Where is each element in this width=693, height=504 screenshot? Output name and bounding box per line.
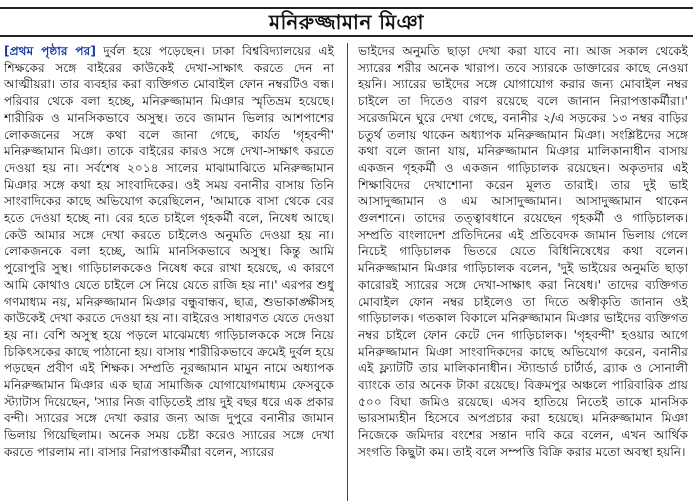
continued-from-label: [প্রথম পৃষ্ঠার পর] [4,44,96,58]
column-divider [347,43,348,501]
headline-top-rule [0,7,693,9]
right-column-body: ভাইদের অনুমতি ছাড়া দেখা করা যাবে না। আজ সকাল থেকেই স্যারের শরীর অনেক খারাপ। তবে স্যারকে ডাক্তারের কাছে নেওয়া হয়নি। স্যারের ভাইদের সঙ্গে যোগাযোগ করার জন্য মোবাইল নম্বর চাইলে তা দিতেও বারণ রয়েছে বলে জানান নিরাপত্তাকর্মীরা।' সরেজমিনে ঘুরে দেখা গেছে, বনানীর ২/এ সড়কের ১৩ নম্বর বাড়ির চতুর্থ তলায় থাকেন অধ্যাপক মনিরুজ্জামান মিঞা। সংশ্লিষ্টদের সঙ্গে কথা বলে জানা যায়, মনিরুজ্জামান মিঞার মালিকানাধীন বাসায় একজন গৃহকর্মী ও একজন গাড়িচালক রয়েছেন। অকৃতদার এই শিক্ষাবিদের দেখাশোনা করেন মূলত তারাই। তার দুই ভাই আসাদুজ্জামান ও এম আসাদুজ্জামান। আসাদুজ্জামান থাকেন গুলশানে। তাদের তত্ত্বাবধানে রয়েছেন গৃহকর্মী ও গাড়িচালক। সম্প্রতি বাংলাদেশ প্রতিদিনের এই প্রতিবেদক জামান ভিলায় গেলে নিচেই গাড়িচালক ভিতরে যেতে বিধিনিষেধের কথা বলেন। মনিরুজ্জামান মিঞার গাড়িচালক বলেন, 'দুই ভাইয়ের অনুমতি ছাড়া কারোরই স্যারের সঙ্গে দেখা-সাক্ষাৎ করা নিষেধ।' তাদের ব্যক্তিগত মোবাইল ফোন নম্বর চাইলেও তা দিতে অস্বীকৃতি জানান ওই গাড়িচালক। গতকাল বিকালে মনিরুজ্জামান মিঞার ভাইদের ব্যক্তিগত নম্বর চাইলে ফোন কেটে দেন গাড়িচালক। 'গৃহবন্দী' হওয়ার আগে মনিরুজ্জামান মিঞা সাংবাদিকদের কাছে অভিযোগ করেন, বনানীর এই ফ্ল্যাটটি তার মালিকানাধীন। স্ট্যান্ডার্ড চার্টার্ড, ব্র্যাক ও সোনালী ব্যাংকে তার অনেক টাকা রয়েছে। বিক্রমপুর অঞ্চলে পারিবারিক প্রায় ৫০০ বিঘা জমিও রয়েছে। এসব হাতিয়ে নিতেই তাকে মানসিক ভারসাম্যহীন হিসেবে অপপ্রচার করা হয়েছে। মনিরুজ্জামান মিঞা নিজেকে জমিদার বংশের সন্তান দাবি করে বলেন, এখন আর্থিক সংগতি কিছুটা কম। তাই বলে সম্পত্তি বিক্রি করার মতো অবস্থা হয়নি। [358,44,688,459]
left-column-body: দুর্বল হয়ে পড়েছেন। ঢাকা বিশ্ববিদ্যালয়ের এই শিক্ষকের সঙ্গে বাইরের কাউকেই দেখা-সাক্ষাৎ করতে দেন না আত্মীয়রা। তার ব্যবহার করা ব্যক্তিগত মোবাইল ফোন নম্বরটিও বন্ধ। পরিবার থেকে বলা হচ্ছে, মনিরুজ্জামান মিঞার স্মৃতিভ্রম হয়েছে। শারীরিক ও মানসিকভাবে অসুস্থ। তবে জামান ভিলার আশপাশের লোকজনের সঙ্গে কথা বলে জানা গেছে, কার্যত 'গৃহবন্দী' মনিরুজ্জামান মিঞা। তাকে বাইরের কারও সঙ্গে দেখা-সাক্ষাৎ করতে দেওয়া হয় না। সর্বশেষ ২০১৪ সালের মাঝামাঝিতে মনিরুজ্জামান মিঞার সঙ্গে কথা হয় সাংবাদিকের। ওই সময় বনানীর বাসায় তিনি সাংবাদিকের কাছে অভিযোগ করেছিলেন, 'আমাকে বাসা থেকে বের হতে দেওয়া হচ্ছে না। বের হতে চাইলে গৃহকর্মী বলে, নিষেধ আছে। কেউ আমার সঙ্গে দেখা করতে চাইলেও অনুমতি দেওয়া হয় না। লোকজনকে বলা হচ্ছে, আমি মানসিকভাবে অসুস্থ। কিন্তু আমি পুরোপুরি সুস্থ। গাড়িচালককেও নিষেধ করে রাখা হয়েছে, এ কারণে আমি কোথাও যেতে চাইলে সে নিয়ে যেতে রাজি হয় না।' এরপর শুধু গণমাধ্যম নয়, মনিরুজ্জামান মিঞার বন্ধুবান্ধব, ছাত্র, শুভাকাঙ্ক্ষীসহ কাউকেই দেখা করতে দেওয়া হয় না। বাইরেও সাধারণত যেতে দেওয়া হয় না। বেশি অসুস্থ হয়ে পড়লে মাঝেমধ্যে গাড়িচালককে সঙ্গে নিয়ে চিকিৎসকের কাছে পাঠানো হয়। বাসায় শারীরিকভাবে ক্রমেই দুর্বল হয়ে পড়ছেন প্রবীণ এই শিক্ষক। সম্প্রতি নূরজ্জামান মামুন নামে অধ্যাপক মনিরুজ্জামান মিঞার এক ছাত্র সামাজিক যোগাযোগমাধ্যম ফেসবুকে স্ট্যাটাস দিয়েছেন, 'স্যার নিজ বাড়িতেই প্রায় দুই বছর ধরে এক প্রকার বন্দী। স্যারের সঙ্গে দেখা করার জন্য আজ দুপুরে বনানীর জামান ভিলায় গিয়েছিলাম। অনেক সময় চেষ্টা করেও স্যারের সঙ্গে দেখা করতে পারলাম না। বাসার নিরাপত্তাকর্মীরা বলেন, স্যারের [4,44,334,459]
article-column-left [4,43,334,501]
article-headline: মনিরুজ্জামান মিঞা [269,10,424,34]
headline-bottom-rule [0,35,693,37]
headline-bar [0,7,693,37]
article-column-right [358,43,688,501]
